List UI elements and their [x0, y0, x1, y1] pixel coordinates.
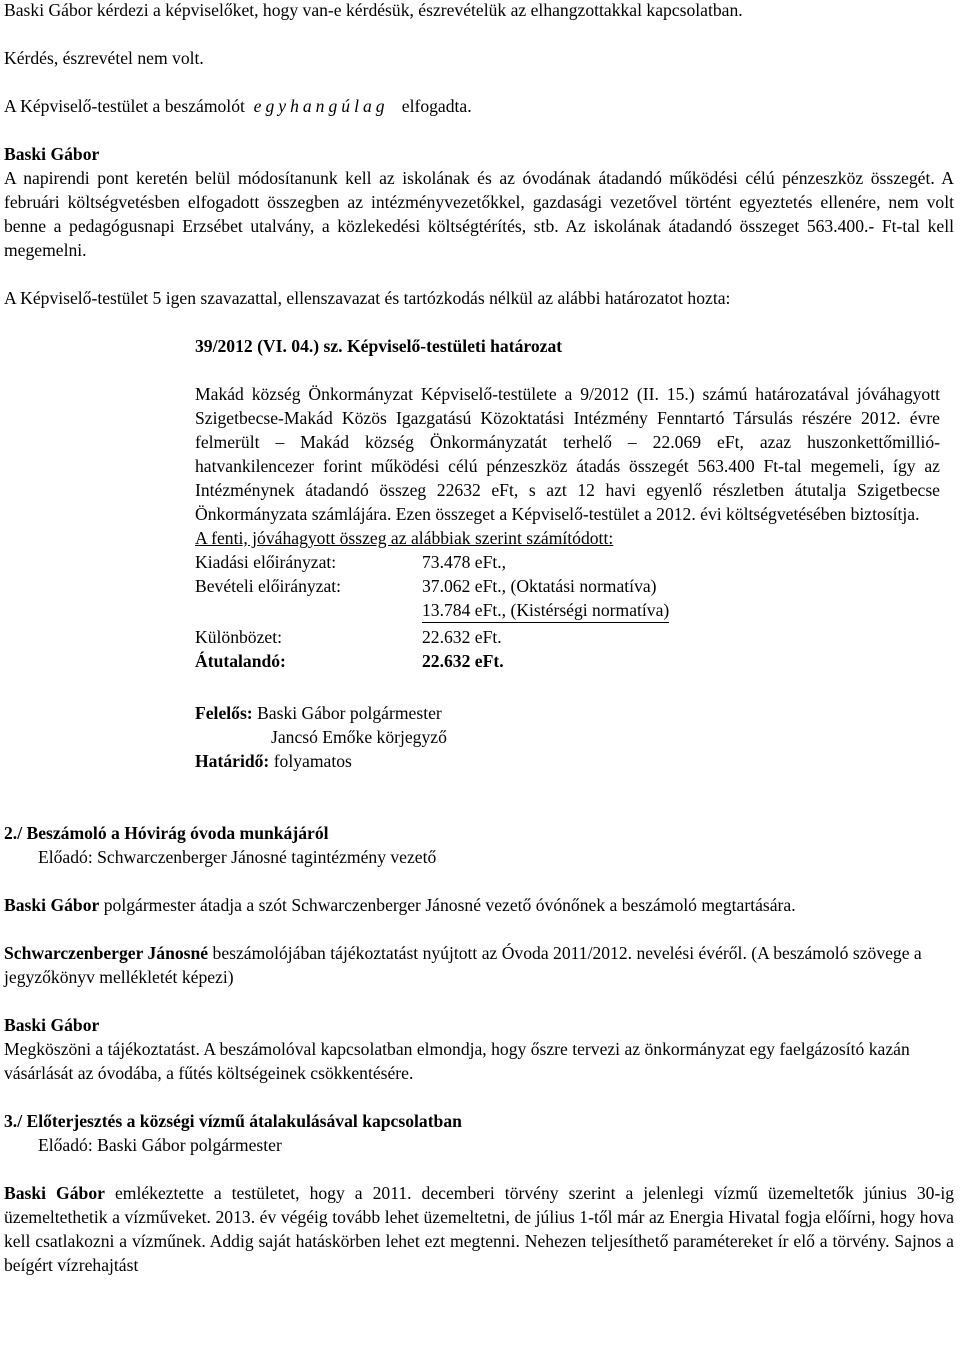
item3-heading: 3./ Előterjesztés a községi vízmű átalakulásával kapcsolatban — [4, 1111, 462, 1131]
item2-presenter: Előadó: Schwarczenberger Jánosné tagintézmény vezető — [38, 847, 437, 867]
responsible-label: Felelős: — [195, 703, 253, 723]
resolution-title: 39/2012 (VI. 04.) sz. Képviselő-testületi határozat — [195, 336, 563, 356]
calc-value: 22.632 eFt. — [422, 651, 504, 671]
budget-text-c: Az iskolának átadandó összeget 563.400.- Ft-tal kell megemelni. — [4, 216, 955, 260]
responsible-line-2: Jancsó Emőke körjegyző — [271, 727, 447, 747]
calc-value: 13.784 eFt., (Kistérségi normatíva) — [422, 598, 669, 623]
calc-row-difference — [195, 625, 940, 649]
deadline-value: folyamatos — [273, 751, 352, 771]
paragraph-vote: A Képviselő-testület 5 igen szavazattal, ellenszavazat és tartózkodás nélkül az alábbi határozatot hozta: — [4, 288, 731, 308]
calc-heading: A fenti, jóváhagyott összeg az alábbiak szerint számítódott: — [195, 528, 614, 548]
item2-paragraph-3: Megköszöni a tájékoztatást. A beszámolóval kapcsolatban elmondja, hogy őszre tervezi az önkormányzat egy faelgázosító kazán vásárlását az óvodába, a fűtés költségeinek csökkentésére. — [4, 1039, 910, 1083]
budget-text-b: A februári költségvetésben elfogadott összegben az intézményvezetőkkel, gazdasági vezetővel történt egyeztetés ellenére, nem volt benne a pedagógusnapi Erzsébet utalvány, a közlekedési költségtérítés, stb. — [4, 168, 954, 236]
calc-row-expense — [195, 550, 940, 574]
paragraph-no-questions: Kérdés, észrevétel nem volt. — [4, 48, 204, 68]
calc-label: Bevételi előirányzat: — [195, 576, 342, 596]
calc-value: 37.062 eFt., (Oktatási normatíva) — [422, 576, 657, 596]
deadline-line — [195, 749, 940, 773]
calc-label: Különbözet: — [195, 627, 282, 647]
responsible-line — [195, 701, 940, 725]
acceptance-post: elfogadta. — [401, 96, 472, 116]
deadline-label: Határidő: — [195, 751, 270, 771]
calc-row-transfer — [195, 649, 940, 673]
calc-label: Kiadási előirányzat: — [195, 552, 337, 572]
calc-row-income-2 — [195, 598, 940, 623]
item2-para2-name: Schwarczenberger Jánosné — [4, 943, 209, 963]
calc-label: Átutalandó: — [195, 651, 286, 671]
item3-presenter: Előadó: Baski Gábor polgármester — [38, 1135, 282, 1155]
paragraph-acceptance — [4, 94, 954, 118]
budget-text-a: A napirendi pont keretén belül módosítanunk kell az iskolának és az óvodának átadandó működési célú pénzeszköz összegét. — [4, 168, 935, 188]
paragraph-budget — [4, 166, 954, 262]
calc-value: 73.478 eFt., — [422, 552, 507, 572]
acceptance-unanimous: egyhangúlag — [253, 96, 389, 116]
item2-para1-name: Baski Gábor — [4, 895, 100, 915]
resolution-body: Makád község Önkormányzat Képviselő-testülete a 9/2012 (II. 15.) számú határozatával jóváhagyott Szigetbecse-Makád Közös Igazgatású Közoktatási Intézmény Fenntartó Társulás részére 2012. évre felmerült – Makád község Önkormányzatát terhelő – 22.069 eFt, azaz huszonkettőmillió-hatvankilencezer forint működési célú pénzeszköz átadás összegét 563.400 Ft-tal megemeli, így az Intézménynek átadandó összeg 22632 eFt, s azt 12 havi egyenlő részletben átutalja Szigetbecse Önkormányzata számlájára. Ezen összeget a Képviselő-testület a 2012. évi költségvetésében biztosítja. — [195, 384, 940, 524]
item3-para-name: Baski Gábor — [4, 1183, 105, 1203]
calc-label — [195, 598, 422, 623]
document-page — [4, 0, 954, 1277]
speaker-name: Baski Gábor — [4, 144, 100, 164]
acceptance-pre: A Képviselő-testület a beszámolót — [4, 96, 245, 116]
item2-speaker: Baski Gábor — [4, 1015, 100, 1035]
calc-row-income — [195, 574, 940, 598]
item2-para2-text: beszámolójában tájékoztatást nyújtott az Óvoda 2011/2012. nevelési évéről. (A beszámoló szövege a jegyzőkönyv mellékletét képezi) — [4, 943, 922, 987]
item2-para1-text: polgármester átadja a szót Schwarczenberger Jánosné vezető óvónőnek a beszámoló megtartására. — [103, 895, 796, 915]
item2-heading: 2./ Beszámoló a Hóvirág óvoda munkájáról — [4, 823, 329, 843]
item2-paragraph-1 — [4, 893, 954, 917]
resolution-block — [4, 334, 954, 773]
calc-value: 22.632 eFt. — [422, 627, 502, 647]
item3-paragraph — [4, 1181, 954, 1277]
responsible-value: Baski Gábor polgármester — [257, 703, 442, 723]
paragraph-question: Baski Gábor kérdezi a képviselőket, hogy van-e kérdésük, észrevételük az elhangzottakkal kapcsolatban. — [4, 0, 743, 20]
item3-para-text: emlékeztette a testületet, hogy a 2011. decemberi törvény szerint a jelenlegi vízmű üzemeltetők június 30-ig üzemeltethetik a vízműveket. 2013. év végéig tovább lehet üzemeltetni, de július 1-től már az Energia Hivatal fogja előírni, hogy hova kell csatlakozni a vízműnek. Addig saját hatáskörben lehet ezt megtenni. Nehezen teljesíthető paramétereket ír elő a törvény. Sajnos a beígért vízrehajtást — [4, 1183, 954, 1275]
item2-paragraph-2 — [4, 941, 954, 989]
